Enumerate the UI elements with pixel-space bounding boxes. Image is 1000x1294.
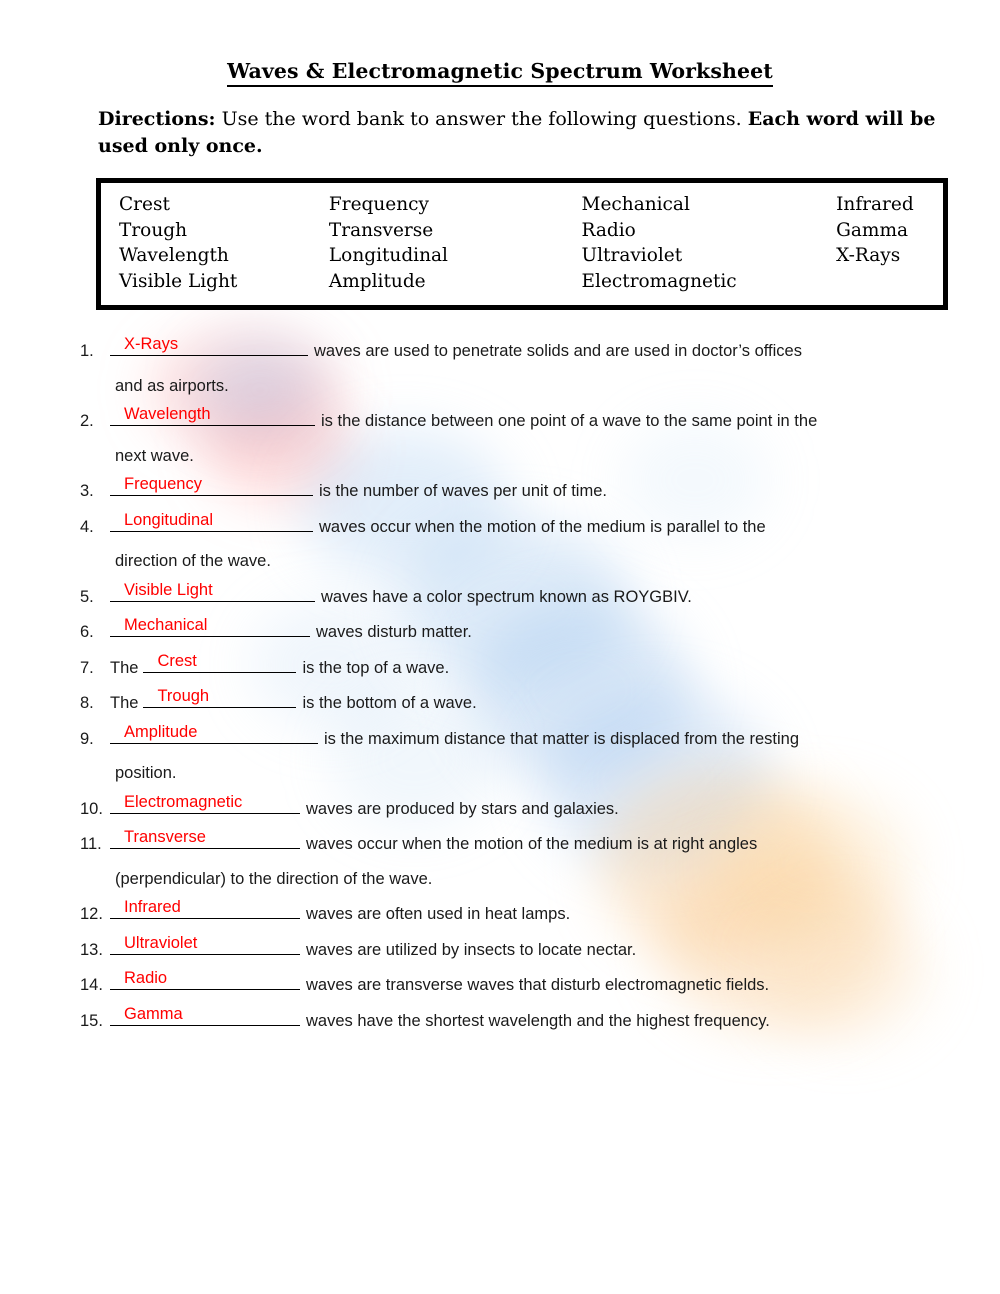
question-line	[80, 685, 960, 721]
word-bank-grid	[101, 192, 943, 294]
question-item	[80, 650, 960, 686]
question-number: 4.	[80, 517, 94, 536]
question-item	[80, 967, 960, 1003]
word-bank-word: Frequency	[328, 194, 429, 215]
question-text: waves are often used in heat lamps.	[306, 905, 571, 923]
question-text: is the top of a wave.	[302, 658, 450, 677]
directions-text: Use the word bank to answer the following questions.	[215, 108, 748, 130]
answer-text[interactable]: Frequency	[124, 475, 202, 493]
question-item	[80, 685, 960, 721]
word-bank-word: Longitudinal	[328, 245, 448, 266]
word-bank-word: Electromagnetic	[581, 270, 737, 292]
answer-text[interactable]: Longitudinal	[124, 510, 213, 529]
question-text: waves are produced by stars and galaxies.	[306, 799, 619, 818]
question-continuation: position.	[115, 764, 177, 782]
answer-text[interactable]: Wavelength	[124, 405, 211, 423]
question-text: waves have a color spectrum known as ROYGBIV.	[321, 587, 692, 606]
question-number: 8.	[80, 694, 94, 712]
page-title-text: Waves & Electromagnetic Spectrum Worksheet	[227, 59, 773, 87]
answer-blank[interactable]	[110, 403, 315, 426]
word-bank-column	[582, 192, 837, 294]
question-text: waves disturb matter.	[316, 623, 472, 641]
question-item	[80, 333, 960, 403]
question-line	[80, 967, 960, 1003]
word-bank-word: Visible Light	[119, 270, 238, 292]
question-number: 13.	[80, 940, 103, 959]
question-continuation: and as airports.	[115, 376, 229, 395]
answer-text[interactable]: Gamma	[124, 1004, 183, 1023]
word-bank-word: Crest	[119, 194, 170, 215]
question-item	[80, 826, 960, 896]
question-item	[80, 896, 960, 932]
question-line	[80, 650, 960, 686]
question-continuation: next wave.	[115, 446, 194, 465]
question-line	[80, 826, 960, 862]
question-line	[80, 791, 960, 827]
question-text: waves are transverse waves that disturb electromagnetic fields.	[306, 976, 770, 994]
answer-text[interactable]: Infrared	[124, 898, 181, 916]
directions	[98, 106, 948, 160]
question-number: 11.	[80, 835, 102, 853]
question-item	[80, 932, 960, 968]
question-text: is the distance between one point of a wave to the same point in the	[321, 412, 818, 430]
answer-blank[interactable]	[110, 614, 310, 637]
question-number: 6.	[80, 623, 94, 641]
question-number: 3.	[80, 482, 94, 500]
answer-blank[interactable]	[110, 932, 300, 955]
word-bank-word: Gamma	[836, 219, 909, 241]
page-title	[0, 59, 1000, 83]
question-number: 2.	[80, 412, 94, 430]
question-item	[80, 509, 960, 579]
answer-text[interactable]: Transverse	[124, 828, 206, 846]
answer-text[interactable]: Mechanical	[124, 616, 208, 634]
question-item	[80, 614, 960, 650]
question-line	[80, 721, 960, 757]
word-bank-column	[836, 192, 943, 294]
question-number: 12.	[80, 905, 103, 923]
question-line	[80, 403, 960, 439]
answer-blank[interactable]	[110, 509, 313, 532]
directions-label: Directions:	[98, 108, 216, 130]
answer-text[interactable]: Trough	[157, 687, 210, 705]
question-item	[80, 473, 960, 509]
answer-text[interactable]: Radio	[124, 969, 168, 987]
question-line	[80, 614, 960, 650]
answer-blank[interactable]	[110, 967, 300, 990]
answer-text[interactable]: Ultraviolet	[124, 933, 198, 952]
answer-blank[interactable]	[110, 791, 300, 814]
answer-blank[interactable]	[110, 473, 313, 496]
question-item	[80, 403, 960, 473]
word-bank-column	[329, 192, 582, 294]
answer-blank[interactable]	[143, 650, 296, 673]
word-bank-word: Transverse	[328, 219, 434, 241]
question-number: 1.	[80, 342, 94, 360]
word-bank-word: Infrared	[836, 194, 914, 215]
answer-blank[interactable]	[110, 333, 308, 356]
question-text: waves occur when the motion of the medium is parallel to the	[319, 517, 766, 536]
word-bank-word: Wavelength	[119, 245, 229, 266]
answer-text[interactable]: Amplitude	[124, 722, 198, 741]
word-bank-column	[119, 192, 329, 294]
answer-blank[interactable]	[110, 721, 318, 744]
word-bank-word: Mechanical	[581, 194, 690, 215]
question-line	[80, 333, 960, 369]
answer-blank[interactable]	[110, 1003, 300, 1026]
questions-list	[80, 333, 960, 1038]
question-item	[80, 721, 960, 791]
question-text: waves have the shortest wavelength and the highest frequency.	[306, 1011, 770, 1030]
question-number: 9.	[80, 729, 94, 748]
question-continuation: (perpendicular) to the direction of the wave.	[115, 869, 433, 888]
answer-text[interactable]: X-Rays	[124, 335, 179, 353]
question-text: is the maximum distance that matter is displaced from the resting	[324, 729, 800, 748]
word-bank-box	[96, 178, 948, 310]
answer-blank[interactable]	[143, 685, 296, 708]
question-line	[80, 1003, 960, 1039]
question-line	[80, 932, 960, 968]
question-line	[80, 473, 960, 509]
word-bank-word: Amplitude	[328, 270, 426, 292]
word-bank-word: X-Rays	[836, 245, 901, 266]
answer-text[interactable]: Crest	[157, 651, 197, 670]
question-number: 15.	[80, 1011, 103, 1030]
question-line	[80, 509, 960, 545]
question-text: waves occur when the motion of the medium is at right angles	[306, 835, 758, 853]
question-text: waves are used to penetrate solids and are used in doctor’s offices	[314, 342, 802, 360]
answer-text[interactable]: Electromagnetic	[124, 792, 243, 811]
question-text: is the number of waves per unit of time.	[319, 482, 607, 500]
question-number: 10.	[80, 799, 103, 818]
word-bank-word: Ultraviolet	[581, 245, 683, 266]
question-lead-text: The	[110, 694, 139, 712]
question-number: 7.	[80, 658, 94, 677]
question-text: is the bottom of a wave.	[302, 694, 477, 712]
word-bank-word: Trough	[119, 219, 187, 241]
answer-blank[interactable]	[110, 896, 300, 919]
question-number: 5.	[80, 587, 94, 606]
question-item	[80, 1003, 960, 1039]
question-item	[80, 791, 960, 827]
question-line	[80, 896, 960, 932]
answer-text[interactable]: Visible Light	[124, 580, 213, 599]
question-number: 14.	[80, 976, 103, 994]
question-text: waves are utilized by insects to locate nectar.	[306, 940, 637, 959]
answer-blank[interactable]	[110, 579, 315, 602]
question-line	[80, 579, 960, 615]
answer-blank[interactable]	[110, 826, 300, 849]
word-bank-word: Radio	[581, 219, 636, 241]
directions-emphasis: Each word will be used only once.	[98, 108, 936, 157]
question-lead-text: The	[110, 658, 139, 677]
question-item	[80, 579, 960, 615]
question-continuation: direction of the wave.	[115, 552, 271, 570]
